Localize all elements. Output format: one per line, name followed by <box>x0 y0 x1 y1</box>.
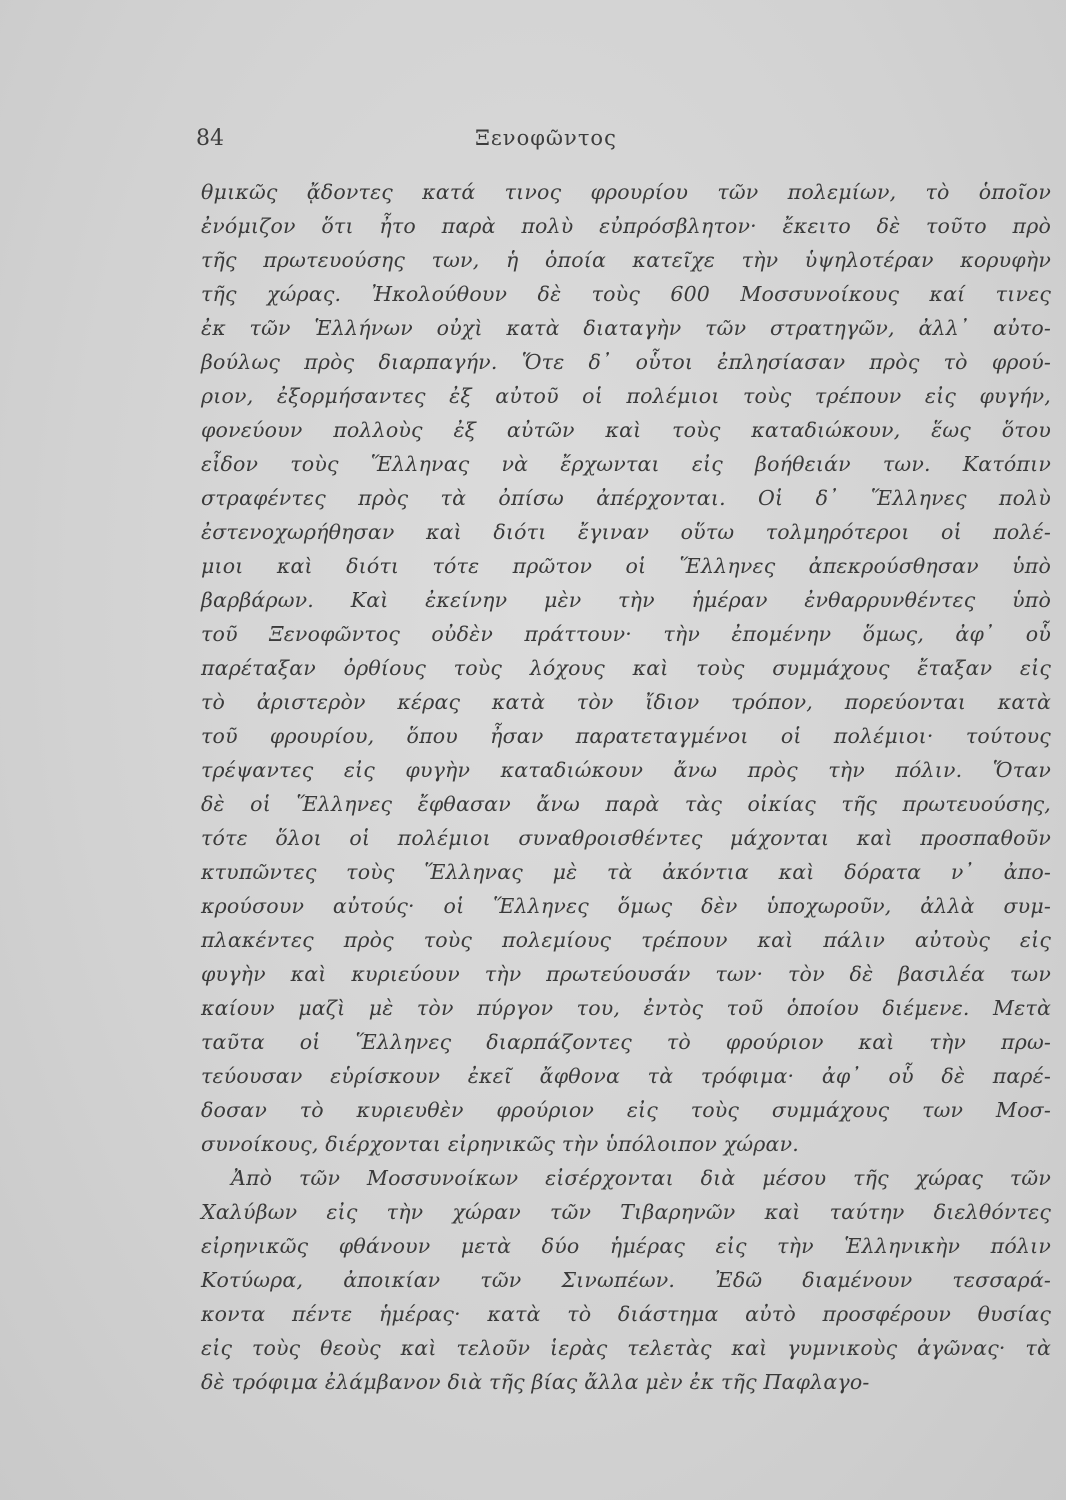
text-line: κρούσουν αὐτούς· οἱ Ἕλληνες ὅμως δὲν ὑποχωροῦν, ἀλλὰ συμ- <box>201 894 1051 918</box>
text-line: τὸ ἀριστερὸν κέρας κατὰ τὸν ἴδιον τρόπον, πορεύονται κατὰ <box>201 690 1051 714</box>
text-line: πλακέντες πρὸς τοὺς πολεμίους τρέπουν καὶ πάλιν αὐτοὺς εἰς <box>201 928 1051 952</box>
text-line: καίουν μαζὶ μὲ τὸν πύργον του, ἐντὸς τοῦ ὁποίου διέμενε. Μετὰ <box>201 996 1051 1020</box>
text-line: ἐνόμιζον ὅτι ἦτο παρὰ πολὺ εὐπρόσβλητον· ἔκειτο δὲ τοῦτο πρὸ <box>201 214 1051 238</box>
text-line: τρέψαντες εἰς φυγὴν καταδιώκουν ἄνω πρὸς τὴν πόλιν. Ὅταν <box>201 758 1051 782</box>
text-line: δὲ οἱ Ἕλληνες ἔφθασαν ἄνω παρὰ τὰς οἰκίας τῆς πρωτευούσης, <box>201 792 1051 816</box>
text-line: ριον, ἐξορμήσαντες ἐξ αὐτοῦ οἱ πολέμιοι τοὺς τρέπουν εἰς φυγήν, <box>201 384 1051 408</box>
text-line: βαρβάρων. Καὶ ἐκείνην μὲν τὴν ἡμέραν ἐνθαρρυνθέντες ὑπὸ <box>201 588 1051 612</box>
running-title: Ξενοφῶντος <box>475 126 617 150</box>
text-line: εἰς τοὺς θεοὺς καὶ τελοῦν ἱερὰς τελετὰς καὶ γυμνικοὺς ἀγῶνας· τὰ <box>201 1336 1051 1360</box>
body-text <box>201 175 1051 1399</box>
text-line: Χαλύβων εἰς τὴν χώραν τῶν Τιβαρηνῶν καὶ ταύτην διελθόντες <box>201 1200 1051 1224</box>
text-line: τῆς πρωτευούσης των, ἡ ὁποία κατεῖχε τὴν ὑψηλοτέραν κορυφὴν <box>201 248 1051 272</box>
text-line: βούλως πρὸς διαρπαγήν. Ὅτε δ᾽ οὗτοι ἐπλησίασαν πρὸς τὸ φρού- <box>201 350 1051 374</box>
text-line: τοῦ φρουρίου, ὅπου ἦσαν παρατεταγμένοι οἱ πολέμιοι· τούτους <box>201 724 1051 748</box>
text-line: μιοι καὶ διότι τότε πρῶτον οἱ Ἕλληνες ἀπεκρούσθησαν ὑπὸ <box>201 554 1051 578</box>
text-line: τεύουσαν εὑρίσκουν ἐκεῖ ἄφθονα τὰ τρόφιμα· ἀφ᾽ οὗ δὲ παρέ- <box>201 1064 1051 1088</box>
text-line: κτυπῶντες τοὺς Ἕλληνας μὲ τὰ ἀκόντια καὶ δόρατα ν᾽ ἀπο- <box>201 860 1051 884</box>
text-line: φονεύουν πολλοὺς ἐξ αὐτῶν καὶ τοὺς καταδιώκουν, ἕως ὅτου <box>201 418 1051 442</box>
text-line: ἐκ τῶν Ἑλλήνων οὐχὶ κατὰ διαταγὴν τῶν στρατηγῶν, ἀλλ᾽ αὐτο- <box>201 316 1051 340</box>
text-line: δὲ τρόφιμα ἐλάμβανον διὰ τῆς βίας ἄλλα μὲν ἐκ τῆς Παφλαγο- <box>201 1370 870 1394</box>
text-line: θμικῶς ᾄδοντες κατά τινος φρουρίου τῶν πολεμίων, τὸ ὁποῖον <box>201 180 1051 204</box>
text-line: ταῦτα οἱ Ἕλληνες διαρπάζοντες τὸ φρούριον καὶ τὴν πρω- <box>201 1030 1051 1054</box>
page-number: 84 <box>196 126 224 151</box>
text-line: Ἀπὸ τῶν Μοσσυνοίκων εἰσέρχονται διὰ μέσου τῆς χώρας τῶν <box>231 1166 1051 1190</box>
text-line: κοντα πέντε ἡμέρας· κατὰ τὸ διάστημα αὐτὸ προσφέρουν θυσίας <box>201 1302 1051 1326</box>
text-line: παρέταξαν ὀρθίους τοὺς λόχους καὶ τοὺς συμμάχους ἔταξαν εἰς <box>201 656 1051 680</box>
text-line: τότε ὅλοι οἱ πολέμιοι συναθροισθέντες μάχονται καὶ προσπαθοῦν <box>201 826 1051 850</box>
text-line: εἰρηνικῶς φθάνουν μετὰ δύο ἡμέρας εἰς τὴν Ἑλληνικὴν πόλιν <box>201 1234 1051 1258</box>
text-line: δοσαν τὸ κυριευθὲν φρούριον εἰς τοὺς συμμάχους των Μοσ- <box>201 1098 1051 1122</box>
text-line: συνοίκους, διέρχονται εἰρηνικῶς τὴν ὑπόλοιπον χώραν. <box>201 1132 799 1156</box>
text-line: τῆς χώρας. Ἠκολούθουν δὲ τοὺς 600 Μοσσυνοίκους καί τινες <box>201 282 1051 306</box>
text-line: φυγὴν καὶ κυριεύουν τὴν πρωτεύουσάν των· τὸν δὲ βασιλέα των <box>201 962 1051 986</box>
text-line: εἶδον τοὺς Ἕλληνας νὰ ἔρχωνται εἰς βοήθειάν των. Κατόπιν <box>201 452 1051 476</box>
text-line: ἐστενοχωρήθησαν καὶ διότι ἔγιναν οὕτω τολμηρότεροι οἱ πολέ- <box>201 520 1051 544</box>
text-line: Κοτύωρα, ἀποικίαν τῶν Σινωπέων. Ἐδῶ διαμένουν τεσσαρά- <box>201 1268 1051 1292</box>
text-line: στραφέντες πρὸς τὰ ὀπίσω ἀπέρχονται. Οἱ δ᾽ Ἕλληνες πολὺ <box>201 486 1051 510</box>
running-head <box>196 126 896 162</box>
text-line: τοῦ Ξενοφῶντος οὐδὲν πράττουν· τὴν ἐπομένην ὅμως, ἀφ᾽ οὗ <box>201 622 1051 646</box>
